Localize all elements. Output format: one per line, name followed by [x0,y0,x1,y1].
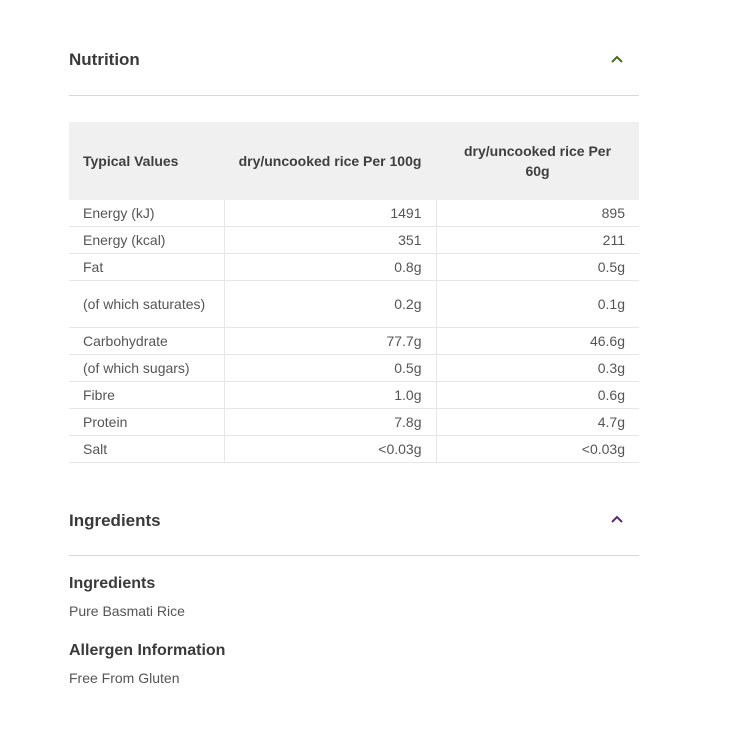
nutrition-title: Nutrition [69,50,140,69]
per-60g-value: 4.7g [436,409,639,436]
ingredients-heading: Ingredients [69,575,156,592]
chevron-up-icon[interactable] [609,511,625,527]
allergen-heading: Allergen Information [69,642,226,659]
table-row [69,328,639,355]
nutrient-name: Protein [69,409,224,436]
chevron-up-icon[interactable] [609,51,625,67]
column-header-typical-values: Typical Values [69,122,224,200]
column-header-per-100g: dry/uncooked rice Per 100g [224,122,436,200]
nutrient-name: Fat [69,254,224,281]
per-100g-value: 7.8g [224,409,436,436]
per-100g-value: 0.2g [224,281,436,328]
ingredients-title: Ingredients [69,511,161,530]
nutrient-name: Fibre [69,382,224,409]
per-100g-value: 0.5g [224,355,436,382]
per-60g-value: 0.1g [436,281,639,328]
per-100g-value: 351 [224,227,436,254]
nutrient-name: Carbohydrate [69,328,224,355]
allergen-text: Free From Gluten [69,670,180,686]
nutrient-name: Salt [69,436,224,463]
nutrient-name: Energy (kJ) [69,200,224,227]
per-60g-value: 211 [436,227,639,254]
nutrient-name: (of which sugars) [69,355,224,382]
nutrition-header[interactable] [69,0,639,96]
per-60g-value: 46.6g [436,328,639,355]
table-header-row [69,122,639,200]
table-row [69,436,639,463]
per-60g-value: 0.6g [436,382,639,409]
table-row [69,254,639,281]
column-header-per-60g: dry/uncooked rice Per 60g [436,122,639,200]
per-60g-value: <0.03g [436,436,639,463]
per-60g-value: 895 [436,200,639,227]
table-row [69,382,639,409]
ingredients-header[interactable] [69,480,639,556]
per-100g-value: 77.7g [224,328,436,355]
table-row [69,281,639,328]
per-100g-value: 1491 [224,200,436,227]
per-100g-value: 0.8g [224,254,436,281]
nutrient-name: Energy (kcal) [69,227,224,254]
ingredients-text: Pure Basmati Rice [69,603,185,619]
table-row [69,355,639,382]
per-60g-value: 0.5g [436,254,639,281]
table-row [69,200,639,227]
per-100g-value: 1.0g [224,382,436,409]
nutrition-table [69,122,639,463]
table-row [69,409,639,436]
table-row [69,227,639,254]
per-60g-value: 0.3g [436,355,639,382]
per-100g-value: <0.03g [224,436,436,463]
nutrient-name: (of which saturates) [69,281,224,328]
